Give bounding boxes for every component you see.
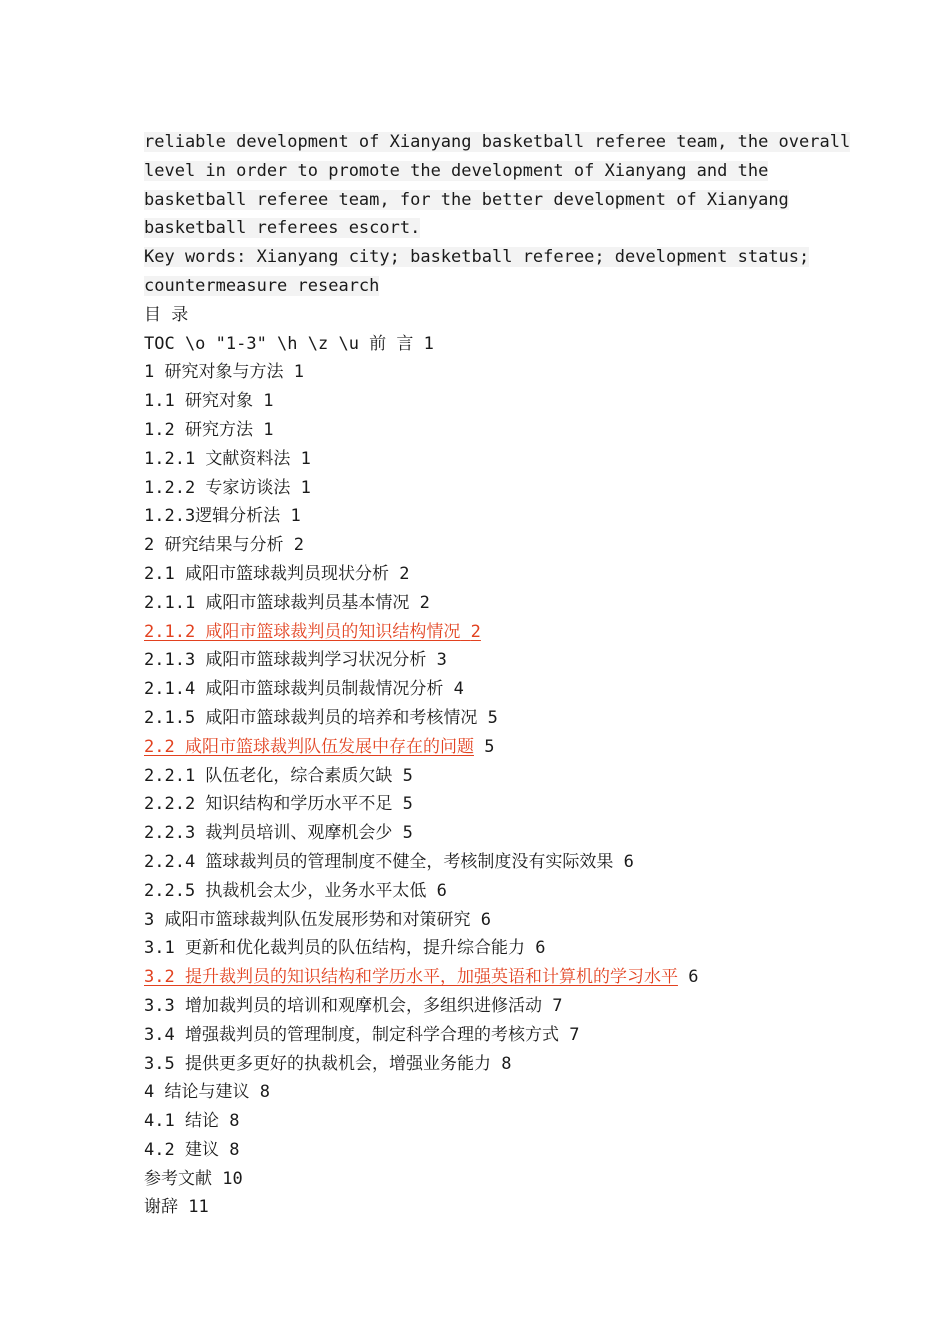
- toc-entry-page: 6: [480, 909, 491, 930]
- toc-entry-page: 7: [569, 1024, 580, 1045]
- toc-entry-title: 1.2 研究方法: [144, 419, 253, 440]
- toc-entry-title: 1.2.2 专家访谈法: [144, 477, 291, 498]
- toc-entry-page: 5: [402, 765, 413, 786]
- toc-entry-title: 1.1 研究对象: [144, 391, 253, 412]
- toc-entry: [144, 445, 824, 474]
- toc-entry-page: 1: [293, 362, 304, 383]
- toc-entry-page: 11: [188, 1197, 209, 1218]
- toc-entry-title: 2.1.4 咸阳市篮球裁判员制裁情况分析: [144, 679, 444, 700]
- toc-entry-title: 2.1.5 咸阳市篮球裁判员的培养和考核情况: [144, 707, 478, 728]
- toc-entry-title: 3 咸阳市篮球裁判队伍发展形势和对策研究: [144, 909, 471, 930]
- toc-heading: 目 录: [144, 304, 189, 325]
- toc-entry: [144, 704, 824, 733]
- toc-entry-title: 谢辞: [144, 1197, 178, 1218]
- toc-entry-title: 2.1.3 咸阳市篮球裁判学习状况分析: [144, 650, 427, 671]
- toc-entry-page: 2: [419, 592, 430, 613]
- toc-entry: [144, 906, 824, 935]
- toc-entry: [144, 416, 824, 445]
- toc-entry: [144, 1136, 824, 1165]
- toc-entry-page: 8: [229, 1111, 240, 1132]
- toc-entries: [144, 358, 824, 1222]
- toc-entry: [144, 387, 824, 416]
- abstract-section: [144, 128, 851, 301]
- toc-entry-page: 8: [501, 1053, 512, 1074]
- toc-field-code: TOC \o "1-3" \h \z \u 前 言 1: [144, 333, 434, 354]
- toc-entry-title: 1.2.1 文献资料法: [144, 448, 291, 469]
- toc-entry-title: 2.1.2 咸阳市篮球裁判员的知识结构情况: [144, 621, 461, 642]
- toc-entry-page: 1: [263, 391, 274, 412]
- toc-entry: [144, 560, 824, 589]
- table-of-contents: [144, 301, 824, 1223]
- toc-entry[interactable]: [144, 733, 824, 762]
- toc-entry-title: 2.2.3 裁判员培训、观摩机会少: [144, 823, 393, 844]
- toc-entry-title: 4.1 结论: [144, 1111, 219, 1132]
- toc-entry: [144, 790, 824, 819]
- toc-entry-page: 1: [290, 506, 301, 527]
- toc-entry-link[interactable]: 2.2 咸阳市篮球裁判队伍发展中存在的问题: [144, 736, 474, 757]
- toc-entry: [144, 1165, 824, 1194]
- toc-entry: [144, 474, 824, 503]
- toc-entry: [144, 1050, 824, 1079]
- abstract-line: reliable development of Xianyang basketball referee team, the overall: [144, 132, 851, 152]
- abstract-line: level in order to promote the development of Xianyang and the: [144, 160, 769, 181]
- toc-entry-page: 1: [263, 419, 274, 440]
- keywords-line: countermeasure research: [144, 275, 380, 296]
- toc-entry-page: 1: [300, 477, 311, 498]
- toc-entry-page: 6: [688, 967, 699, 988]
- toc-entry-page: 5: [487, 707, 498, 728]
- toc-entry-title: 4 结论与建议: [144, 1082, 250, 1103]
- toc-entry: [144, 762, 824, 791]
- toc-entry: [144, 934, 824, 963]
- toc-entry: [144, 992, 824, 1021]
- abstract-line: basketball referee team, for the better development of Xianyang: [144, 189, 789, 210]
- toc-entry-page: 2: [470, 621, 481, 642]
- toc-entry: [144, 502, 824, 531]
- toc-entry: [144, 531, 824, 560]
- abstract-line: basketball referees escort.: [144, 218, 421, 239]
- toc-entry: [144, 675, 824, 704]
- toc-entry-page: 6: [436, 880, 447, 901]
- toc-entry-title: 1 研究对象与方法: [144, 362, 284, 383]
- toc-entry[interactable]: [144, 963, 824, 992]
- toc-entry[interactable]: [144, 618, 824, 647]
- toc-entry: [144, 358, 824, 387]
- toc-entry-title: 1.2.3逻辑分析法: [144, 506, 281, 527]
- toc-entry-page: 5: [484, 736, 495, 757]
- toc-entry-title: 2.1.1 咸阳市篮球裁判员基本情况: [144, 592, 410, 613]
- toc-entry-title: 2.2.1 队伍老化，综合素质欠缺: [144, 765, 393, 786]
- toc-entry-page: 3: [436, 650, 447, 671]
- toc-entry-title: 2.2.2 知识结构和学历水平不足: [144, 794, 393, 815]
- toc-entry-page: 6: [535, 938, 546, 959]
- toc-entry-title: 4.2 建议: [144, 1139, 219, 1160]
- toc-entry-page: 2: [399, 563, 410, 584]
- toc-entry-page: 1: [300, 448, 311, 469]
- toc-entry-page: 7: [552, 995, 563, 1016]
- toc-entry: [144, 1021, 824, 1050]
- toc-entry-title: 3.1 更新和优化裁判员的队伍结构，提升综合能力: [144, 938, 525, 959]
- toc-entry: [144, 1107, 824, 1136]
- toc-entry: [144, 646, 824, 675]
- toc-entry: [144, 589, 824, 618]
- toc-entry-title: 3.5 提供更多更好的执裁机会，增强业务能力: [144, 1053, 491, 1074]
- keywords-line: Key words: Xianyang city; basketball referee; development status;: [144, 247, 810, 268]
- toc-entry-page: 8: [259, 1082, 270, 1103]
- document-page: [144, 128, 851, 1222]
- toc-entry-page: 5: [402, 794, 413, 815]
- toc-entry-title: 3.3 增加裁判员的培训和观摩机会，多组织进修活动: [144, 995, 542, 1016]
- toc-entry-page: 8: [229, 1139, 240, 1160]
- toc-entry-title: 2 研究结果与分析: [144, 535, 284, 556]
- toc-entry-title: 2.1 咸阳市篮球裁判员现状分析: [144, 563, 389, 584]
- toc-entry-link[interactable]: 3.2 提升裁判员的知识结构和学历水平，加强英语和计算机的学习水平: [144, 967, 678, 988]
- toc-entry-page: 10: [222, 1168, 243, 1189]
- toc-entry: [144, 1193, 824, 1222]
- toc-entry: [144, 1078, 824, 1107]
- toc-entry-page: 2: [293, 535, 304, 556]
- toc-entry: [144, 819, 824, 848]
- toc-entry-title: 2.2.4 篮球裁判员的管理制度不健全，考核制度没有实际效果: [144, 851, 614, 872]
- toc-entry-title: 参考文献: [144, 1168, 212, 1189]
- toc-entry-page: 4: [453, 679, 464, 700]
- toc-entry: [144, 848, 824, 877]
- toc-entry-page: 6: [623, 851, 634, 872]
- toc-entry-link[interactable]: [144, 622, 481, 642]
- toc-entry-page: 5: [402, 823, 413, 844]
- toc-entry: [144, 877, 824, 906]
- toc-entry-title: 2.2.5 执裁机会太少，业务水平太低: [144, 880, 427, 901]
- toc-entry-title: 3.4 增强裁判员的管理制度，制定科学合理的考核方式: [144, 1024, 559, 1045]
